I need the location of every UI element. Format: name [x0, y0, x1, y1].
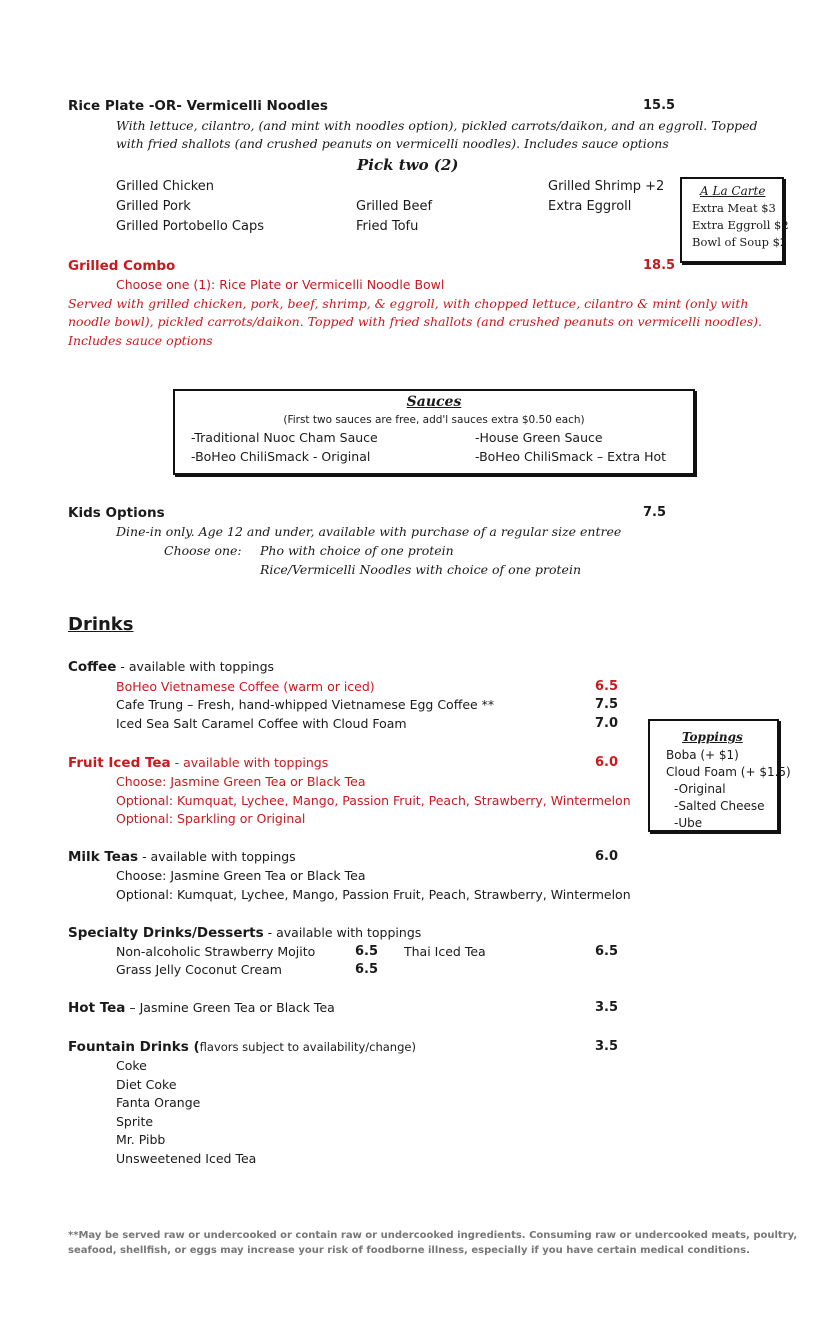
coffee-header — [68, 659, 274, 675]
fountain-item: Coke — [116, 1058, 147, 1073]
fountain-item: Diet Coke — [116, 1077, 177, 1092]
specialty-title: Specialty Drinks/Desserts — [68, 925, 264, 941]
choice-grilled-portobello: Grilled Portobello Caps — [116, 219, 264, 234]
a-la-carte-item: Extra Eggroll $2 — [692, 218, 789, 232]
choice-extra-eggroll: Extra Eggroll — [548, 199, 632, 214]
a-la-carte-box — [680, 177, 789, 263]
rice-plate-title: Rice Plate -OR- Vermicelli Noodles — [68, 98, 328, 114]
kids-desc: Dine-in only. Age 12 and under, available with purchase of a regular size entree — [116, 524, 622, 539]
topping-item: Cloud Foam (+ $1.5) — [666, 765, 791, 779]
topping-item: Boba (+ $1) — [666, 748, 739, 762]
milk-tea-line: Optional: Kumquat, Lychee, Mango, Passion Fruit, Peach, Strawberry, Wintermelon — [116, 887, 631, 902]
grilled-combo-price: 18.5 — [643, 258, 676, 273]
fountain-sub: flavors subject to availability/change) — [199, 1040, 416, 1054]
specialty-item: Thai Iced Tea — [404, 944, 486, 959]
a-la-carte-title: A La Carte — [700, 184, 766, 198]
sauces-note: (First two sauces are free, add'l sauces extra $0.50 each) — [283, 414, 585, 426]
a-la-carte-item: Bowl of Soup $2 — [692, 235, 788, 249]
grilled-combo-desc-1: Served with grilled chicken, pork, beef, shrimp, & eggroll, with chopped lettuce, cilantro & mint (only with — [68, 296, 749, 311]
coffee-title: Coffee — [68, 659, 117, 675]
hot-tea-price: 3.5 — [595, 1000, 619, 1015]
coffee-price: 6.5 — [595, 679, 619, 694]
kids-choose: Choose one: — [164, 543, 242, 558]
fountain-item: Unsweetened Iced Tea — [116, 1151, 257, 1166]
a-la-carte-item: Extra Meat $3 — [692, 201, 776, 215]
kids-title: Kids Options — [68, 505, 165, 521]
sauce-item: -Traditional Nuoc Cham Sauce — [191, 430, 378, 445]
coffee-item: Cafe Trung – Fresh, hand-whipped Vietnamese Egg Coffee ** — [116, 697, 495, 712]
fruit-tea-price: 6.0 — [595, 755, 619, 770]
hot-tea-title: Hot Tea — [68, 1000, 126, 1016]
coffee-item: BoHeo Vietnamese Coffee (warm or iced) — [116, 679, 375, 694]
hot-tea-header — [68, 1000, 335, 1016]
coffee-item: Iced Sea Salt Caramel Coffee with Cloud Foam — [116, 716, 407, 731]
disclaimer-line: seafood, shellfish, or eggs may increase your risk of foodborne illness, especially if you have certain medical conditions. — [68, 1245, 750, 1256]
fountain-price: 3.5 — [595, 1039, 619, 1054]
milk-tea-price: 6.0 — [595, 849, 619, 864]
coffee-price: 7.0 — [595, 716, 619, 731]
kids-option: Rice/Vermicelli Noodles with choice of one protein — [260, 562, 581, 577]
sauce-item: -House Green Sauce — [475, 430, 603, 445]
disclaimer-line: **May be served raw or undercooked or contain raw or undercooked ingredients. Consuming raw or undercooked meats, poultry, — [68, 1230, 798, 1241]
coffee-price: 7.5 — [595, 697, 619, 712]
kids-option: Pho with choice of one protein — [260, 543, 454, 558]
choice-grilled-beef: Grilled Beef — [356, 199, 433, 214]
rice-plate-desc-1: With lettuce, cilantro, (and mint with noodles option), pickled carrots/daikon, and an eggroll. Topped — [116, 118, 758, 133]
specialty-header — [68, 925, 421, 941]
topping-item: -Ube — [674, 816, 703, 830]
specialty-item: Grass Jelly Coconut Cream — [116, 962, 282, 977]
specialty-price: 6.5 — [355, 962, 379, 977]
choice-grilled-shrimp: Grilled Shrimp +2 — [548, 179, 665, 194]
fruit-tea-line: Optional: Kumquat, Lychee, Mango, Passion Fruit, Peach, Strawberry, Wintermelon — [116, 793, 631, 808]
milk-tea-title: Milk Teas — [68, 849, 139, 865]
grilled-combo-title: Grilled Combo — [68, 258, 176, 274]
fruit-tea-title: Fruit Iced Tea — [68, 755, 171, 771]
fountain-item: Fanta Orange — [116, 1095, 201, 1110]
drinks-heading: Drinks — [68, 614, 134, 635]
sauces-box — [173, 389, 695, 475]
toppings-box — [648, 719, 791, 832]
fountain-title: Fountain Drinks ( — [68, 1039, 200, 1055]
fruit-tea-header — [68, 755, 328, 771]
sauces-title: Sauces — [406, 394, 462, 410]
fountain-item: Mr. Pibb — [116, 1132, 166, 1147]
sauce-item: -BoHeo ChiliSmack - Original — [191, 449, 371, 464]
pick-two-title: Pick two (2) — [357, 156, 459, 174]
fountain-item: Sprite — [116, 1114, 154, 1129]
fountain-header — [68, 1039, 416, 1055]
choice-fried-tofu: Fried Tofu — [356, 219, 419, 234]
choice-grilled-pork: Grilled Pork — [116, 199, 191, 214]
grilled-combo-desc-3: Includes sauce options — [68, 333, 213, 348]
grilled-combo-desc-2: noodle bowl), pickled carrots/daikon. Topped with fried shallots (and crushed peanuts on vermicelli noodles). — [68, 314, 762, 329]
milk-tea-sub: - available with toppings — [138, 849, 296, 864]
topping-item: -Original — [674, 782, 726, 796]
rice-plate-price: 15.5 — [643, 98, 676, 113]
choice-grilled-chicken: Grilled Chicken — [116, 179, 215, 194]
specialty-item: Non-alcoholic Strawberry Mojito — [116, 944, 316, 959]
hot-tea-sub: – Jasmine Green Tea or Black Tea — [125, 1000, 335, 1015]
milk-tea-header — [68, 849, 296, 865]
fruit-tea-line: Optional: Sparkling or Original — [116, 811, 306, 826]
milk-tea-line: Choose: Jasmine Green Tea or Black Tea — [116, 868, 366, 883]
specialty-price: 6.5 — [595, 944, 619, 959]
sauce-item: -BoHeo ChiliSmack – Extra Hot — [475, 449, 667, 464]
specialty-price: 6.5 — [355, 944, 379, 959]
fruit-tea-sub: - available with toppings — [170, 755, 329, 770]
rice-plate-desc-2: with fried shallots (and crushed peanuts on vermicelli noodles). Includes sauce options — [116, 136, 669, 151]
kids-price: 7.5 — [643, 505, 667, 520]
toppings-title: Toppings — [682, 730, 743, 744]
grilled-combo-choose: Choose one (1): Rice Plate or Vermicelli Noodle Bowl — [116, 277, 445, 292]
coffee-sub: - available with toppings — [116, 659, 275, 674]
specialty-sub: - available with toppings — [263, 925, 422, 940]
topping-item: -Salted Cheese — [674, 799, 765, 813]
fruit-tea-line: Choose: Jasmine Green Tea or Black Tea — [116, 774, 366, 789]
